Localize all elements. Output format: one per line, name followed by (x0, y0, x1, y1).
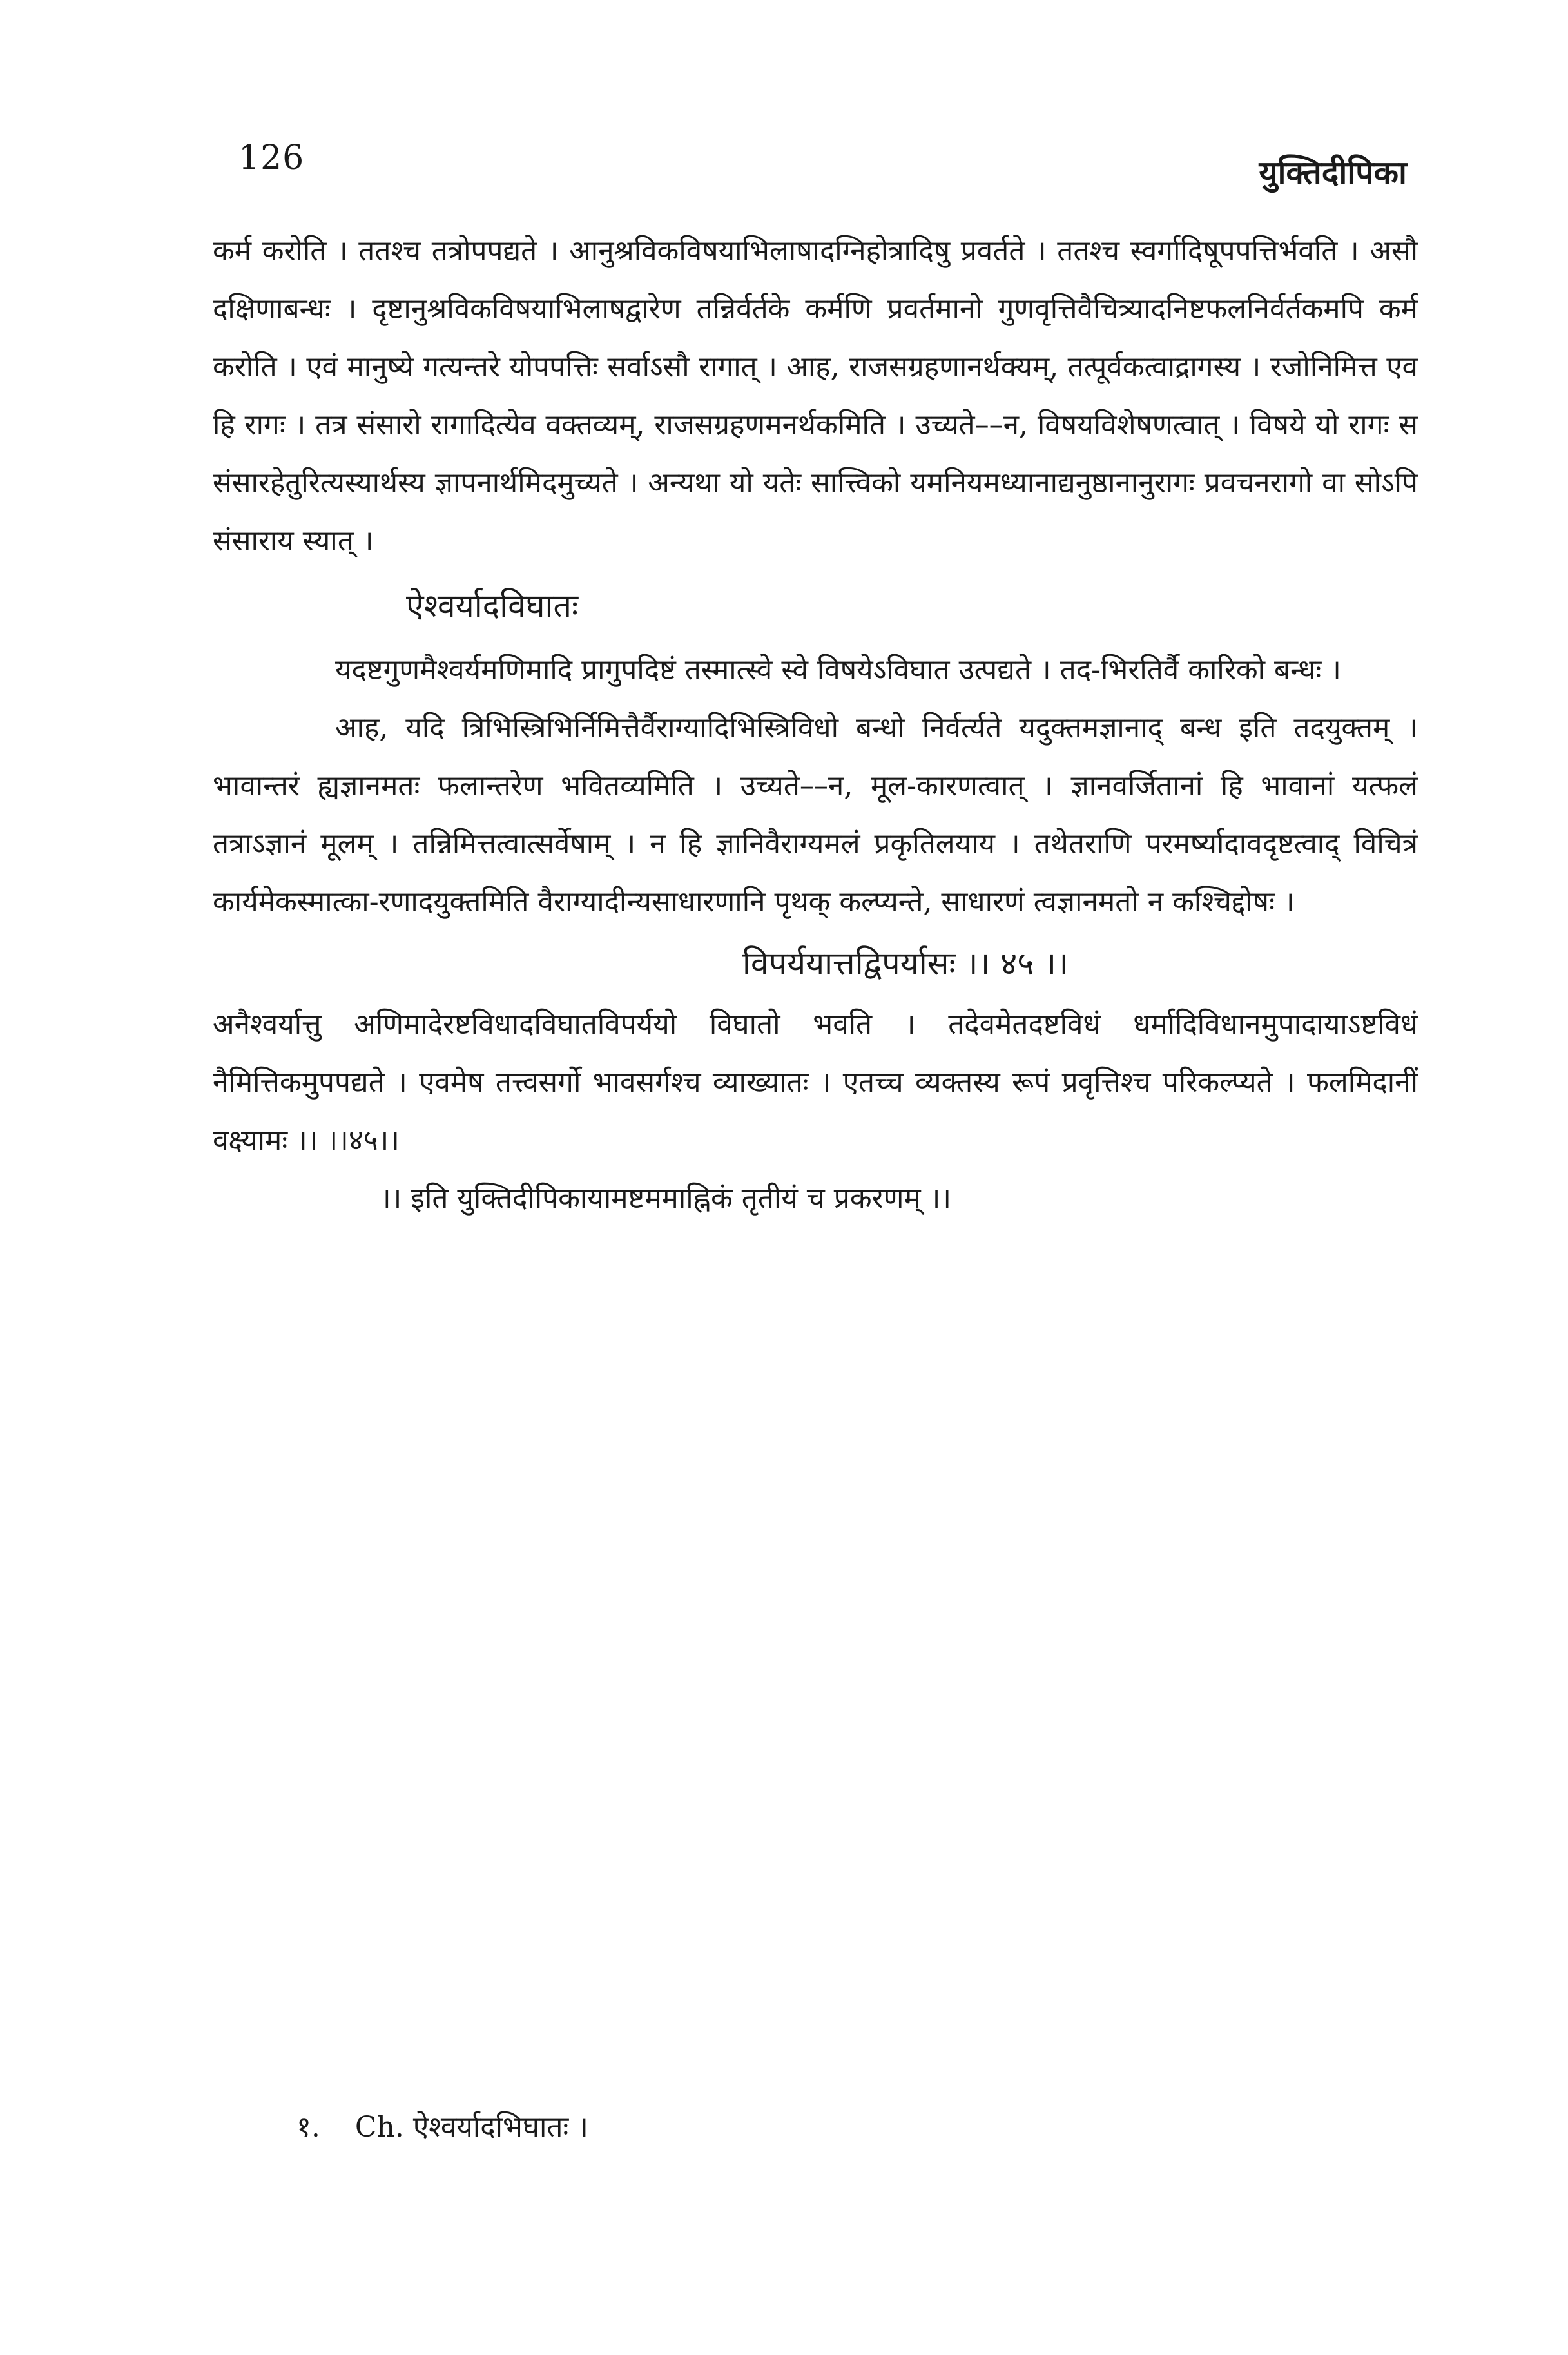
colophon: ।। इति युक्तिदीपिकायामष्टममाह्निकं तृतीयं च प्रकरणम् ।। (380, 1182, 952, 1215)
paragraph-commentary-4: अनैश्वर्यात्तु अणिमादेरष्टविधादविघातविपर्ययो विघातो भवति । तदेवमेतदष्टविधं धर्मादिविधानमुपादायाऽष्टविधं नैमित्तिकमुपपद्यते । एवमेष तत्त्वसर्गो भावसर्गश्च व्याख्यातः । एतच्च व्यक्तस्य रूपं प्रवृत्तिश्च परिकल्प्यते । फलमिदानीं वक्ष्यामः ।। ।।४५।। (213, 1008, 1418, 1157)
page-number: 126 (238, 139, 305, 177)
footnote-marker: १. (296, 2111, 320, 2144)
section-heading: ऐश्वर्यादविघातः (406, 587, 579, 625)
karika-verse: विपर्ययात्तद्विपर्यासः ।। ४५ ।। (742, 945, 1069, 982)
paragraph-commentary-2: यदष्टगुणमैश्वर्यमणिमादि प्रागुपदिष्टं तस्मात्स्वे स्वे विषयेऽविघात उत्पद्यते । तद-भिरतिर्वै कारिको बन्धः । (335, 654, 1341, 686)
running-title: युक्तिदीपिका (1259, 153, 1407, 191)
paragraph-commentary-1: कर्म करोति । ततश्च तत्रोपपद्यते । आनुश्रविकविषयाभिलाषादग्निहोत्रादिषु प्रवर्तते । ततश्च स्वर्गादिषूपपत्तिर्भवति । असौ दक्षिणाबन्धः । दृष्टानुश्रविकविषयाभिलाषद्वारेण तन्निर्वर्तके कर्मणि प्रवर्तमानो गुणवृत्तिवैचित्र्यादनिष्टफलनिर्वर्तकमपि कर्म करोति । एवं मानुष्ये गत्यन्तरे योपपत्तिः सर्वाऽसौ रागात् । आह, राजसग्रहणानर्थक्यम्, तत्पूर्वकत्वाद्रागस्य । रजोनिमित्त एव हि रागः । तत्र संसारो रागादित्येव वक्तव्यम्, राजसग्रहणमनर्थकमिति । उच्यते––न, विषयविशेषणत्वात् । विषये यो रागः स संसारहेतुरित्यस्यार्थस्य ज्ञापनार्थमिदमुच्यते । अन्यथा यो यतेः सात्त्विको यमनियमध्यानाद्यनुष्ठानानुरागः प्रवचनरागो वा सोऽपि संसाराय स्यात् । (213, 235, 1418, 557)
footnote (296, 2106, 588, 2145)
footnote-text: Ch. ऐश्वर्यादभिघातः । (354, 2111, 588, 2144)
main-text (213, 222, 1418, 1228)
paragraph-commentary-3: आह, यदि त्रिभिस्त्रिभिर्निमित्तैर्वैराग्यादिभिस्त्रिविधो बन्धो निर्वर्त्यते यदुक्तमज्ञानाद् बन्ध इति तदयुक्तम् । भावान्तरं ह्यज्ञानमतः फलान्तरेण भवितव्यमिति । उच्यते––न, मूल-कारणत्वात् । ज्ञानवर्जितानां हि भावानां यत्फलं तत्राऽज्ञानं मूलम् । तन्निमित्तत्वात्सर्वेषाम् । न हि ज्ञानिवैराग्यमलं प्रकृतिलयाय । तथेतराणि परमर्ष्यादावदृष्टत्वाद् विचित्रं कार्यमेकस्मात्का-रणादयुक्तमिति वैराग्यादीन्यसाधारणानि पृथक् कल्प्यन्ते, साधारणं त्वज्ञानमतो न कश्चिद्दोषः । (213, 712, 1418, 918)
